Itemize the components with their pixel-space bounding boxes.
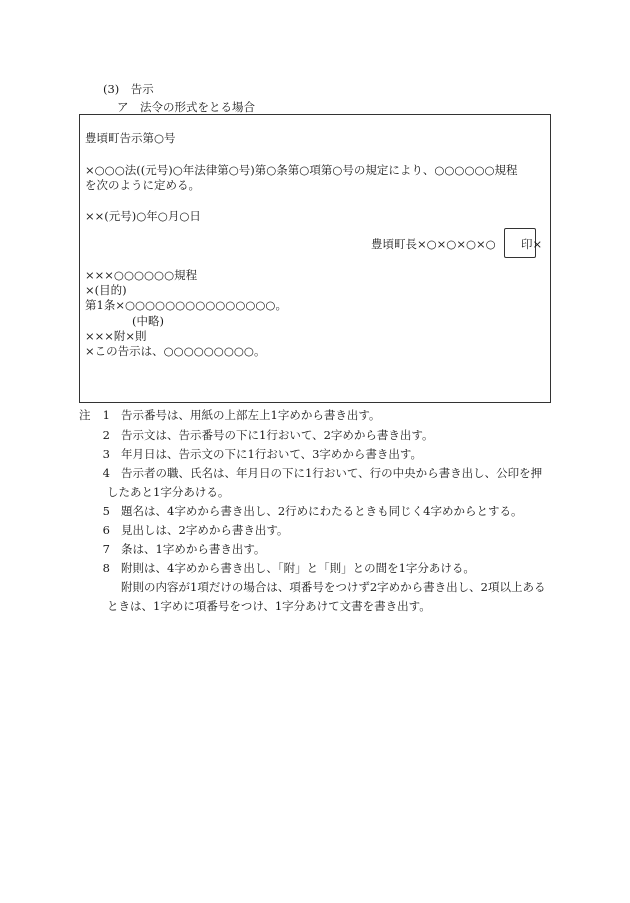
notice-number-line: 豊頃町告示第○号 xyxy=(85,131,176,145)
note-text-continued: したあと1字分あける。 xyxy=(107,485,230,499)
note-text: 附則は、4字めから書き出し、「附」と「則」との間を1字分あける。 xyxy=(121,561,475,575)
supplementary-heading: ×××附×則 xyxy=(85,329,147,343)
omitted-mark: (中略) xyxy=(132,314,164,328)
note-text: 見出しは、2字めから書き出す。 xyxy=(121,523,289,537)
seal-label: 印× xyxy=(521,237,543,251)
note-extra-line-2: ときは、1字めに項番号をつけ、1字分あけて文書を書き出す。 xyxy=(107,599,431,613)
note-number: 2 xyxy=(102,428,110,442)
preamble-line-2: を次のように定める。 xyxy=(85,178,200,192)
note-extra-line-1: 附則の内容が1項だけの場合は、項番号をつけず2字めから書き出し、2項以上ある xyxy=(121,580,546,594)
article-caption: ×(目的) xyxy=(85,283,127,297)
section-heading: (3) 告示 xyxy=(103,82,154,96)
supplementary-text: ×この告示は、○○○○○○○○○。 xyxy=(85,344,266,358)
note-text: 告示番号は、用紙の上部左上1字めから書き出す。 xyxy=(121,408,381,422)
issuer-name: 豊頃町長×○×○×○×○ xyxy=(371,237,496,251)
article-1: 第1条×○○○○○○○○○○○○○○○。 xyxy=(85,298,287,312)
note-text: 題名は、4字めから書き出し、2行めにわたるときも同じく4字めからとする。 xyxy=(121,504,523,518)
note-number: 6 xyxy=(102,523,110,537)
note-text: 告示者の職、氏名は、年月日の下に1行おいて、行の中央から書き出し、公印を押 xyxy=(121,466,543,480)
note-number: 3 xyxy=(102,447,110,461)
note-text: 条は、1字めから書き出す。 xyxy=(121,542,266,556)
note-number: 4 xyxy=(102,466,110,480)
notice-form-box xyxy=(79,114,551,403)
subsection-heading: ア 法令の形式をとる場合 xyxy=(117,100,255,114)
notice-date: ××(元号)○年○月○日 xyxy=(85,209,201,223)
note-text: 告示文は、告示番号の下に1行おいて、2字めから書き出す。 xyxy=(121,428,434,442)
notes-label: 注 xyxy=(79,408,91,422)
note-number: 1 xyxy=(102,408,110,422)
preamble-line-1: ×○○○法((元号)○年法律第○号)第○条第○項第○号の規定により、○○○○○○規程 xyxy=(85,163,518,177)
regulation-title: ×××○○○○○○規程 xyxy=(85,268,198,282)
note-text: 年月日は、告示文の下に1行おいて、3字めから書き出す。 xyxy=(121,447,422,461)
note-number: 7 xyxy=(102,542,110,556)
note-number: 5 xyxy=(102,504,110,518)
note-number: 8 xyxy=(102,561,110,575)
